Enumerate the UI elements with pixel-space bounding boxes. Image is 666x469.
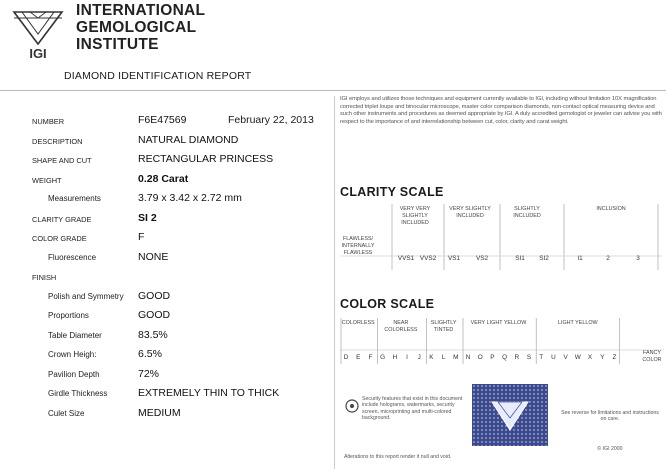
field-row <box>32 387 332 407</box>
field-value: NONE <box>138 250 169 263</box>
field-label: DESCRIPTION <box>32 136 83 146</box>
color-letter: G <box>380 354 386 361</box>
color-group-label: VERY LIGHT YELLOW <box>470 320 527 326</box>
color-letter: Q <box>502 354 508 361</box>
field-value: GOOD <box>138 309 171 321</box>
field-value: 3.79 x 3.42 x 2.72 mm <box>138 192 242 204</box>
clarity-scale <box>338 200 664 278</box>
color-letter: Z <box>612 354 617 361</box>
clarity-grade: 2 <box>606 255 610 262</box>
field-row <box>32 134 332 154</box>
color-letter: W <box>574 354 581 361</box>
clarity-flawless-label: FLAWLESS/ INTERNALLY FLAWLESS <box>341 236 375 256</box>
clarity-grade: SI1 <box>515 255 525 262</box>
color-letter: K <box>429 354 434 361</box>
copyright: © IGI 2000 <box>597 446 623 452</box>
color-letter: L <box>441 354 446 361</box>
color-scale <box>338 312 664 372</box>
field-label: Culet Size <box>48 408 85 418</box>
color-scale-title: COLOR SCALE <box>340 297 435 311</box>
field-value: EXTREMELY THIN TO THICK <box>138 387 280 399</box>
field-label: Pavilion Depth <box>48 369 100 379</box>
clarity-group-label: INCLUSION <box>596 206 626 212</box>
field-label: Polish and Symmetry <box>48 291 124 301</box>
field-row <box>32 212 332 232</box>
field-row <box>32 368 332 388</box>
field-row <box>32 173 332 193</box>
brand-line-1: INTERNATIONAL <box>76 2 206 19</box>
clarity-grade: SI2 <box>539 255 549 262</box>
field-label: Fluorescence <box>48 252 97 262</box>
alteration-note: Alterations to this report render it null and void. <box>344 454 452 460</box>
color-group-label: LIGHT YELLOW <box>557 320 598 326</box>
color-group-label: NEAR COLORLESS <box>384 320 418 333</box>
field-row <box>32 231 332 251</box>
field-row <box>32 348 332 368</box>
report-title: DIAMOND IDENTIFICATION REPORT <box>64 70 252 82</box>
field-label: Measurements <box>48 194 101 203</box>
field-row <box>32 251 332 271</box>
report-fields <box>32 114 332 426</box>
report-date: February 22, 2013 <box>228 114 314 126</box>
methods-disclaimer: IGI employs and utilizes those techniques and equipment currently available to IGI, including without limitation 10X magnification corrected triplet loupe and binocular microscope, master color comparison diamonds, non-contact optical measuring device and such other instruments and procedures as deemed appropriate by IGI. A duly accredited gemologist or jeweler can advise you with respect to the importance of and interrelationship between cut, color, clarity and carat weight. <box>340 96 662 125</box>
field-value: MEDIUM <box>138 406 181 419</box>
field-row <box>32 114 332 134</box>
field-value: 83.5% <box>138 328 168 341</box>
field-label: SHAPE AND CUT <box>32 156 92 165</box>
hologram-image <box>472 384 548 446</box>
color-letter: O <box>477 354 483 361</box>
color-letter: I <box>406 354 408 361</box>
header-rule <box>0 90 666 91</box>
reverse-note: See reverse for limitations and instructions on care. <box>561 410 659 423</box>
color-letter: F <box>368 354 373 361</box>
color-letter: D <box>343 354 349 361</box>
field-value: GOOD <box>138 289 171 302</box>
brand-line-3: INSTITUTE <box>76 36 159 53</box>
field-value: 0.28 Carat <box>138 172 189 185</box>
field-value: 72% <box>138 367 160 380</box>
color-letter: R <box>514 354 520 361</box>
clarity-grade: 3 <box>636 255 640 262</box>
color-letter: T <box>539 354 544 361</box>
field-value: SI 2 <box>138 211 157 224</box>
field-row <box>32 309 332 329</box>
field-row <box>32 290 332 310</box>
field-value: RECTANGULAR PRINCESS <box>138 153 274 165</box>
field-label: Crown Heigh: <box>48 350 97 359</box>
clarity-grade: I1 <box>577 255 583 262</box>
field-label: Table Diameter <box>48 330 102 340</box>
field-value: F6E47569 <box>138 114 187 126</box>
field-value: 6.5% <box>138 348 162 360</box>
color-letter: E <box>356 354 361 361</box>
field-row <box>32 329 332 349</box>
clarity-scale-title: CLARITY SCALE <box>340 185 444 199</box>
clarity-grade: VS2 <box>475 255 489 262</box>
field-value: F <box>138 231 145 243</box>
clarity-group-label: VERY SLIGHTLY INCLUDED <box>449 206 491 219</box>
field-value: NATURAL DIAMOND <box>138 133 239 146</box>
color-letter: P <box>490 354 495 361</box>
color-letter: X <box>587 354 593 361</box>
clarity-grade: VS1 <box>447 255 461 262</box>
color-letter: H <box>392 354 398 361</box>
brand-line-2: GEMOLOGICAL <box>76 19 197 36</box>
color-letter: M <box>453 354 459 361</box>
security-note: Security features that exist in this document include holograms, watermarks, security screen, microprinting and multi-colored background. <box>362 396 463 422</box>
clarity-grade: VVS1 <box>397 255 415 262</box>
color-letter: S <box>526 354 532 361</box>
field-label: CLARITY GRADE <box>32 214 92 224</box>
clarity-group-label: VERY VERY SLIGHTLY INCLUDED <box>399 206 431 226</box>
color-letter: N <box>465 354 471 361</box>
field-label: Girdle Thickness <box>48 389 108 398</box>
color-group-label: SLIGHTLY TINTED <box>430 320 457 333</box>
color-letter: U <box>551 354 556 361</box>
igi-diamond-logo <box>8 4 68 60</box>
field-row <box>32 407 332 427</box>
institute-name <box>76 2 205 53</box>
clarity-group-label: SLIGHTLY INCLUDED <box>513 206 541 219</box>
clarity-grade: VVS2 <box>419 255 437 262</box>
field-label: Proportions <box>48 311 89 320</box>
field-label: WEIGHT <box>32 175 62 185</box>
field-label: COLOR GRADE <box>32 234 87 243</box>
field-row <box>32 192 332 212</box>
security-seal-icon <box>344 398 360 414</box>
field-label: NUMBER <box>32 117 65 126</box>
color-letter: V <box>563 354 568 361</box>
field-row <box>32 153 332 173</box>
field-row <box>32 270 332 290</box>
field-label: FINISH <box>32 273 57 282</box>
logo-text: IGI <box>29 46 47 60</box>
color-group-label: COLORLESS <box>341 320 375 326</box>
column-divider <box>334 96 335 469</box>
fancy-color-label: FANCY COLOR <box>642 350 662 363</box>
color-letter: J <box>417 354 421 361</box>
color-letter: Y <box>600 354 605 361</box>
